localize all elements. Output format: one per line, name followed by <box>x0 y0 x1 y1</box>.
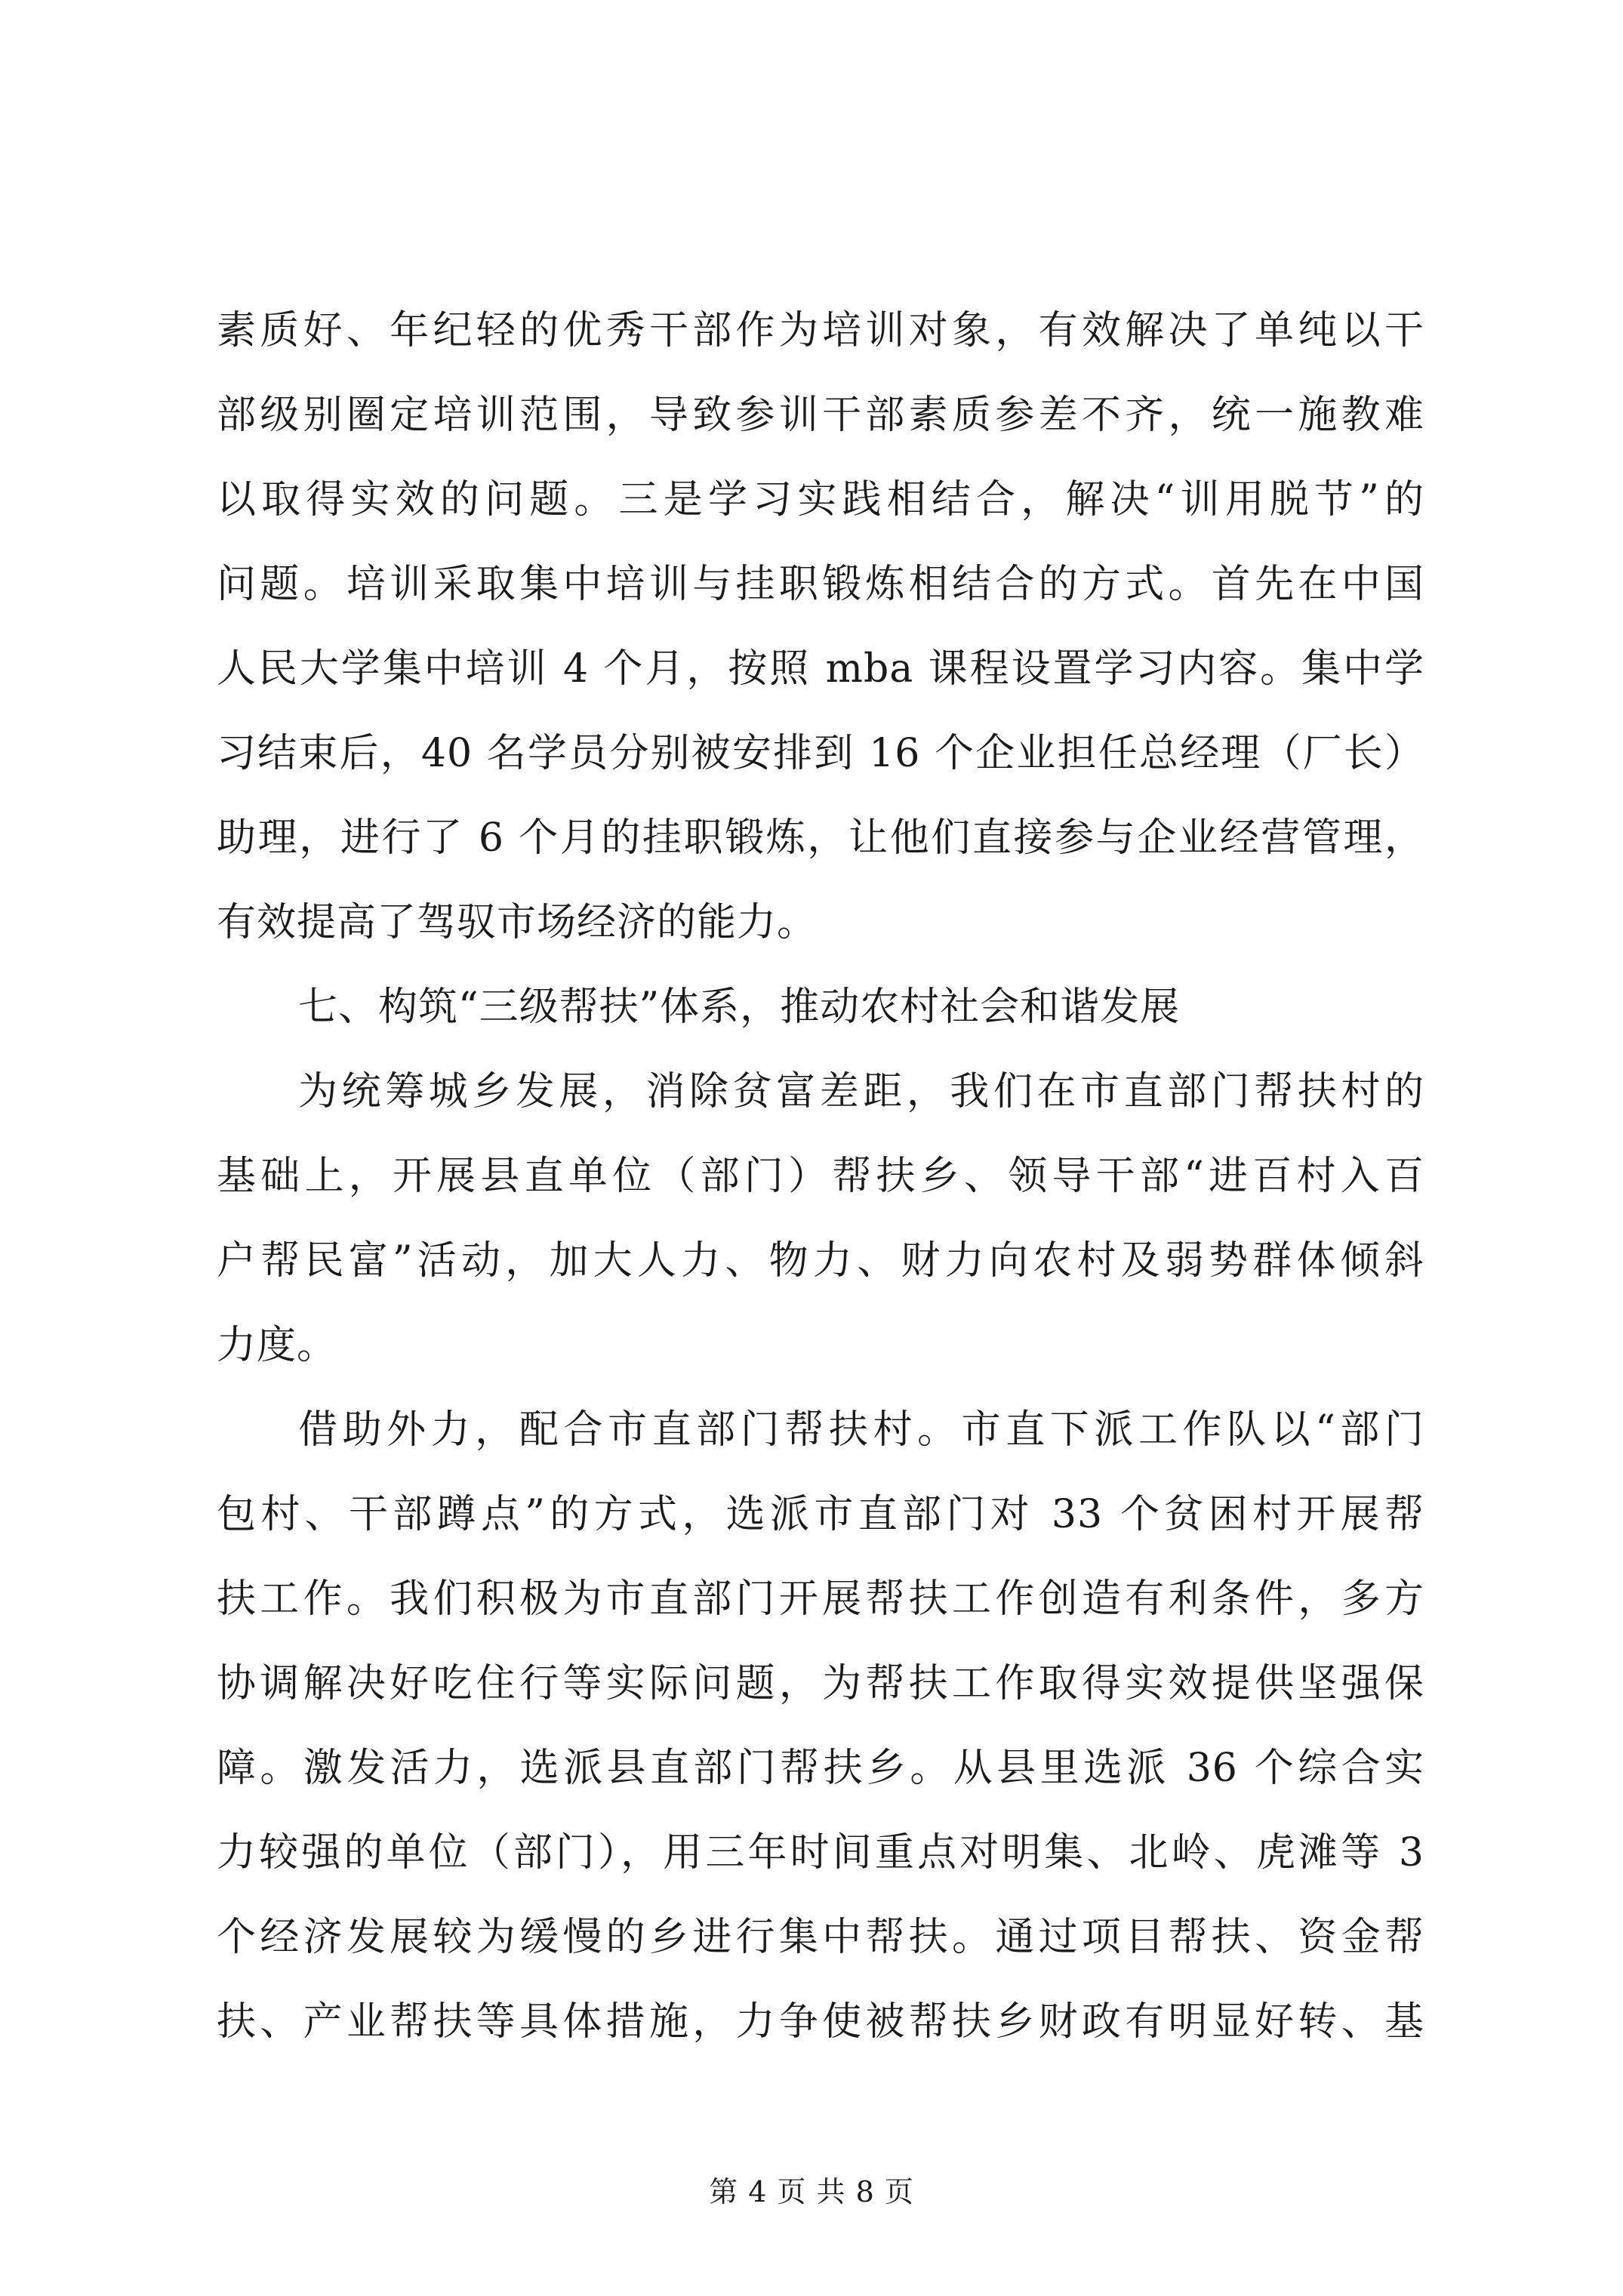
body-text-line: 人民大学集中培训 4 个月，按照 mba 课程设置学习内容。集中学 <box>217 646 1424 692</box>
body-text-line: 助理，进行了 6 个月的挂职锻炼，让他们直接参与企业经营管理， <box>217 815 1424 861</box>
body-text-line: 素质好、年纪轻的优秀干部作为培训对象，有效解决了单纯以干 <box>217 308 1424 353</box>
body-text-line: 基础上，开展县直单位（部门）帮扶乡、领导干部“进百村入百 <box>217 1154 1424 1199</box>
body-text-line: 扶工作。我们积极为市直部门开展帮扶工作创造有利条件，多方 <box>217 1576 1424 1622</box>
page-footer: 第 4 页 共 8 页 <box>709 2175 914 2208</box>
section-heading: 七、构筑“三级帮扶”体系，推动农村社会和谐发展 <box>298 985 1181 1030</box>
body-text-line: 部级别圈定培训范围，导致参训干部素质参差不齐，统一施教难 <box>217 393 1424 438</box>
body-text-line: 个经济发展较为缓慢的乡进行集中帮扶。通过项目帮扶、资金帮 <box>217 1915 1424 1960</box>
body-text-line: 扶、产业帮扶等具体措施，力争使被帮扶乡财政有明显好转、基 <box>217 1999 1424 2045</box>
body-text-line: 借助外力，配合市直部门帮扶村。市直下派工作队以“部门 <box>298 1407 1424 1453</box>
body-text-line: 包村、干部蹲点”的方式，选派市直部门对 33 个贫困村开展帮 <box>217 1492 1424 1537</box>
body-text-line: 力较强的单位（部门），用三年时间重点对明集、北岭、虎滩等 3 <box>217 1830 1424 1875</box>
body-text-line: 以取得实效的问题。三是学习实践相结合，解决“训用脱节”的 <box>217 477 1424 522</box>
body-text-line: 有效提高了驾驭市场经济的能力。 <box>217 900 818 945</box>
body-text-line: 户帮民富”活动，加大人力、物力、财力向农村及弱势群体倾斜 <box>217 1238 1424 1284</box>
body-text-line: 问题。培训采取集中培训与挂职锻炼相结合的方式。首先在中国 <box>217 562 1424 607</box>
body-text-line: 协调解决好吃住行等实际问题，为帮扶工作取得实效提供坚强保 <box>217 1661 1424 1706</box>
body-text-line: 障。激发活力，选派县直部门帮扶乡。从县里选派 36 个综合实 <box>217 1746 1424 1791</box>
body-text-line: 力度。 <box>217 1323 337 1368</box>
body-text-line: 习结束后，40 名学员分别被安排到 16 个企业担任总经理（厂长） <box>217 731 1424 776</box>
body-text-line: 为统筹城乡发展，消除贫富差距，我们在市直部门帮扶村的 <box>298 1069 1424 1114</box>
